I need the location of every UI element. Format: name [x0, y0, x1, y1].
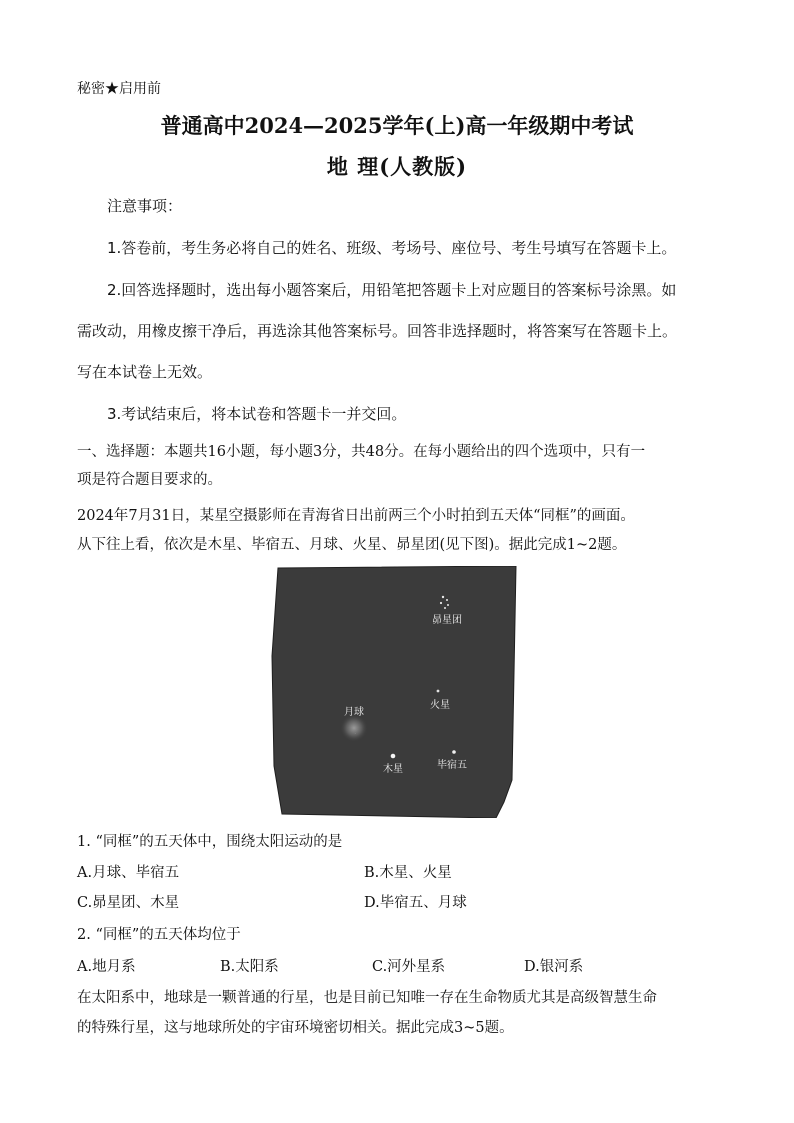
aldebaran-dot: [452, 750, 456, 754]
pleiades-label: 昴星团: [432, 615, 462, 626]
question-1-stem: 1. “同框”的五天体中，围绕太阳运动的是: [77, 834, 343, 850]
question-1-option-c: C.昴星团、木星: [77, 895, 180, 911]
question-2-option-b: B.太阳系: [220, 959, 279, 975]
moon-label: 月球: [344, 707, 364, 718]
notice-item-2-line-1: 2.回答选择题时，选出每小题答案后，用铅笔把答题卡上对应题目的答案标号涂黑。如: [107, 281, 677, 299]
question-stem-1-line-1: 2024年7月31日，某星空摄影师在青海省日出前两三个小时拍到五天体“同框”的画面。: [77, 508, 635, 524]
photo-background: [272, 566, 516, 818]
question-stem-1-line-2: 从下往上看，依次是木星、毕宿五、月球、火星、昴星团(见下图)。据此完成1~2题。: [77, 537, 627, 553]
question-stem-2-line-2: 的特殊行星，这与地球所处的宇宙环境密切相关。据此完成3~5题。: [77, 1020, 514, 1036]
notice-item-2-line-2: 需改动，用橡皮擦干净后，再选涂其他答案标号。回答非选择题时，将答案写在答题卡上。: [77, 322, 678, 340]
question-2-option-d: D.银河系: [524, 959, 584, 975]
jupiter-dot: [391, 754, 396, 759]
aldebaran-label: 毕宿五: [437, 760, 467, 771]
jupiter-label: 木星: [383, 764, 403, 775]
notice-item-2-line-3: 写在本试卷上无效。: [77, 363, 213, 381]
notice-item-1: 1.答卷前，考生务必将自己的姓名、班级、考场号、座位号、考生号填写在答题卡上。: [107, 239, 677, 257]
notice-item-3: 3.考试结束后，将本试卷和答题卡一并交回。: [107, 405, 407, 423]
question-1-option-d: D.毕宿五、月球: [364, 895, 467, 911]
night-sky-photo: [270, 566, 520, 818]
question-stem-2-line-1: 在太阳系中，地球是一颗普通的行星，也是目前已知唯一存在生命物质尤其是高级智慧生命: [77, 990, 657, 1006]
notice-heading: 注意事项：: [107, 197, 183, 215]
subject-title: 地 理(人教版): [326, 154, 468, 179]
exam-title: 普通高中2024—2025学年(上)高一年级期中考试: [160, 113, 634, 138]
moon-glow: [340, 714, 368, 742]
section-heading-line-1: 一、选择题：本题共16小题，每小题3分，共48分。在每小题给出的四个选项中，只有一: [77, 444, 646, 460]
confidential-mark: 秘密★启用前: [77, 81, 161, 97]
section-heading-line-2: 项是符合题目要求的。: [77, 472, 222, 488]
question-1-option-b: B.木星、火星: [364, 865, 452, 881]
question-2-stem: 2. “同框”的五天体均位于: [77, 927, 241, 943]
question-2-option-c: C.河外星系: [372, 959, 446, 975]
mars-dot: [437, 690, 440, 693]
mars-label: 火星: [430, 700, 450, 711]
question-1-option-a: A.月球、毕宿五: [77, 865, 180, 881]
question-2-option-a: A.地月系: [77, 959, 136, 975]
